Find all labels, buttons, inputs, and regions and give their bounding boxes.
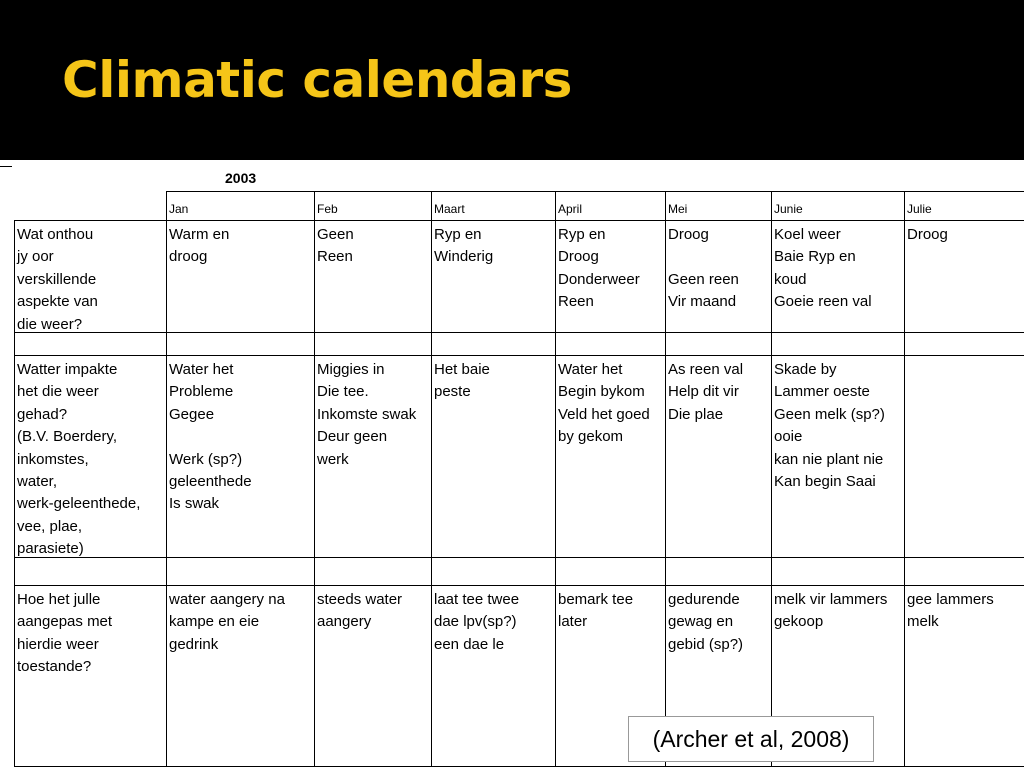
row-3-april-cell-line: later — [558, 613, 588, 631]
row-1-question-line: verskillende — [17, 270, 97, 288]
row-3-question-line: aangepas met — [17, 613, 113, 631]
row-2-question-line: werk-geleenthede, — [17, 495, 141, 513]
row-2-jan-cell-line: Probleme — [169, 383, 234, 401]
row-1-jan-cell-line: droog — [169, 248, 208, 266]
citation-box — [628, 716, 874, 762]
row-1-feb-cell-line: Geen — [317, 226, 354, 243]
row-2-feb-cell-line: Miggies in — [317, 361, 385, 378]
table-vline-6 — [771, 191, 772, 766]
month-header-julie: Julie — [907, 202, 932, 216]
row-2-feb-cell-line: werk — [317, 450, 349, 468]
table-vline-7 — [904, 191, 905, 766]
row-2-question-line: het die weer — [17, 383, 99, 401]
table-vline-2 — [314, 191, 315, 766]
row-2-junie-cell-line: kan nie plant nie — [774, 450, 884, 468]
row-2-jan-cell-line: geleenthede — [169, 473, 252, 490]
row-2-question-line: gehad? — [17, 405, 68, 423]
row-2-question-line: inkomstes, — [17, 450, 89, 468]
row-1-mei-cell-line: Vir maand — [668, 293, 737, 311]
table-vline-5 — [665, 191, 666, 766]
row-3-feb-cell-line: steeds water — [317, 591, 403, 608]
row-3-question-line: hierdie weer — [17, 635, 99, 653]
row-3-mei-cell-line: gebid (sp?) — [668, 635, 744, 653]
row-3-maart-cell-line: laat tee twee — [434, 591, 520, 608]
row-2-maart-cell-line: Het baie — [434, 361, 490, 378]
row-1-mei-cell-line: Droog — [668, 226, 709, 243]
row-2-feb-cell-line: Die tee. — [317, 383, 369, 401]
row-3-jan-cell-line: kampe en eie — [169, 613, 260, 631]
row-1-mei-cell-line: Geen reen — [668, 270, 739, 288]
month-header-feb: Feb — [317, 202, 338, 216]
row-1-april-cell-line: Droog — [558, 248, 599, 266]
table-hline-6 — [14, 766, 1024, 767]
left-tick-mark — [0, 166, 12, 167]
row-2-april-cell-line: Veld het goed — [558, 405, 650, 423]
row-2-question-line: parasiete) — [17, 540, 84, 558]
row-2-maart-cell-line: peste — [434, 383, 471, 401]
row-1-julie-cell-line: Droog — [907, 226, 948, 243]
row-1-junie-cell-line: koud — [774, 270, 807, 288]
row-3-mei-cell-line: gedurende — [668, 591, 740, 608]
month-header-mei: Mei — [668, 202, 688, 216]
row-3-maart-cell-line: dae lpv(sp?) — [434, 613, 517, 631]
row-2-junie-cell-line: Lammer oeste — [774, 383, 870, 401]
row-1-jan-cell-line: Warm en — [169, 226, 230, 243]
row-2-question-line: (B.V. Boerdery, — [17, 428, 118, 446]
row-2-junie-cell-line: Geen melk (sp?) — [774, 405, 885, 423]
row-2-junie-cell-line: Kan begin Saai — [774, 473, 876, 490]
row-1-junie-cell-line: Goeie reen val — [774, 293, 872, 311]
table-vline-3 — [431, 191, 432, 766]
row-2-jan-cell-line: Gegee — [169, 405, 215, 423]
row-2-mei-cell-line: Help dit vir — [668, 383, 739, 401]
row-2-question-line: vee, plae, — [17, 517, 83, 535]
row-3-julie-cell-line: melk — [907, 613, 939, 631]
row-3-question-line: Hoe het julle — [17, 591, 101, 608]
row-2-mei-cell-line: Die plae — [668, 405, 724, 423]
row-1-maart-cell-line: Ryp en — [434, 226, 482, 243]
row-1-junie-cell-line: Baie Ryp en — [774, 248, 856, 266]
row-1-question-line: die weer? — [17, 315, 83, 333]
row-2-question-line: water, — [17, 473, 58, 490]
row-3-junie-cell-line: gekoop — [774, 613, 824, 631]
citation-text: (Archer et al, 2008) — [652, 726, 850, 752]
row-2-junie-cell-line: ooie — [774, 428, 803, 446]
row-1-april-cell-line: Reen — [558, 293, 594, 311]
row-1-question-line: jy oor — [17, 248, 54, 266]
month-header-jan: Jan — [169, 202, 189, 216]
row-2-jan-cell-line: Is swak — [169, 495, 220, 513]
year-label: 2003 — [225, 170, 257, 186]
row-2-april-cell-line: Begin bykom — [558, 383, 645, 401]
row-2-feb-cell-line: Deur geen — [317, 428, 388, 446]
row-1-question-line: aspekte van — [17, 293, 98, 311]
row-2-april-cell-line: Water het — [558, 361, 623, 378]
table-vline-0 — [14, 220, 15, 766]
table-hline-0 — [166, 191, 1024, 192]
row-3-april-cell-line: bemark tee — [558, 591, 634, 608]
row-1-feb-cell-line: Reen — [317, 248, 353, 266]
row-2-feb-cell-line: Inkomste swak — [317, 405, 417, 423]
table-vline-1 — [166, 191, 167, 766]
row-2-junie-cell-line: Skade by — [774, 361, 837, 378]
row-2-april-cell-line: by gekom — [558, 428, 624, 446]
row-1-question-line: Wat onthou — [17, 226, 94, 243]
row-2-jan-cell-line: Water het — [169, 361, 234, 378]
row-3-julie-cell-line: gee lammers — [907, 591, 994, 608]
row-2-question-line: Watter impakte — [17, 361, 118, 378]
row-3-feb-cell-line: aangery — [317, 613, 372, 631]
slide-title: Climatic calendars — [62, 51, 572, 109]
month-header-junie: Junie — [774, 202, 803, 216]
row-3-mei-cell-line: gewag en — [668, 613, 734, 631]
row-3-junie-cell-line: melk vir lammers — [774, 591, 888, 608]
row-1-april-cell-line: Ryp en — [558, 226, 606, 243]
row-1-april-cell-line: Donderweer — [558, 270, 640, 288]
row-1-maart-cell-line: Winderig — [434, 248, 494, 266]
table-vline-4 — [555, 191, 556, 766]
row-3-jan-cell-line: gedrink — [169, 635, 219, 653]
row-3-question-line: toestande? — [17, 658, 92, 676]
row-3-jan-cell-line: water aangery na — [169, 591, 285, 608]
row-2-jan-cell-line: Werk (sp?) — [169, 450, 243, 468]
month-header-april: April — [558, 202, 583, 216]
row-3-maart-cell-line: een dae le — [434, 635, 505, 653]
month-header-maart: Maart — [434, 202, 465, 216]
row-2-mei-cell-line: As reen val — [668, 361, 744, 378]
row-1-junie-cell-line: Koel weer — [774, 226, 841, 243]
